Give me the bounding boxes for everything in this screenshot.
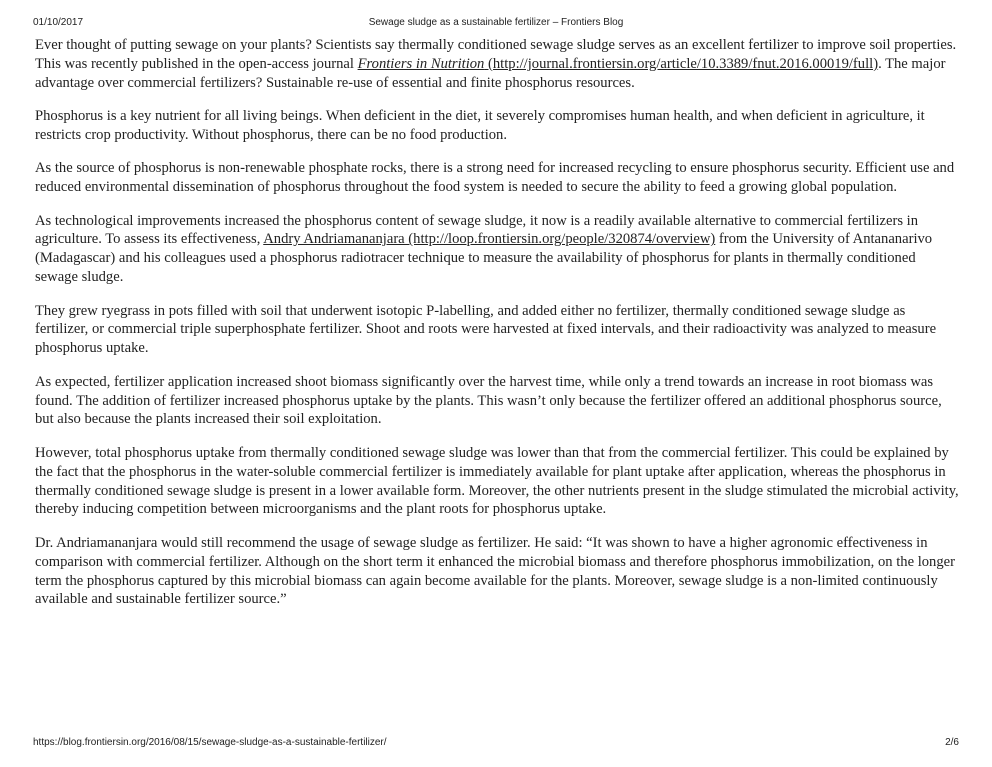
paragraph-text: . The major advantage over commercial fertilizers? Sustainable re-use of essential and finite phosphorus resources. <box>35 55 946 91</box>
journal-name: Frontiers in Nutrition <box>357 55 485 72</box>
journal-url: (http://journal.frontiersin.org/article/10.3389/fnut.2016.00019/full) <box>484 55 879 72</box>
paragraph-text: Ever thought of putting sewage on your plants? Scientists say thermally conditioned sewage sludge serves as an excellent fertilizer to improve soil properties. This was recently published in the open-access journal <box>35 37 957 72</box>
paragraph: As expected, fertilizer application increased shoot biomass significantly over the harvest time, while only a trend towards an increase in root biomass was found. The addition of fertilizer increased phosphorus uptake by the plants. This wasn’t only because the fertilizer offered an additional phosphorus source, but also because the plants increased their soil exploitation. <box>35 373 942 428</box>
paragraph: However, total phosphorus uptake from thermally conditioned sewage sludge was lower than that from the commercial fertilizer. This could be explained by the fact that the phosphorus in the water-soluble commercial fertilizer is immediately available for plant uptake after application, whereas the phosphorus in thermally conditioned sewage sludge is present in a lower available form. Moreover, the other nutrients present in the sludge stimulated the microbial activity, thereby inducing competition between microorganisms and the plant roots for phosphorus uptake. <box>35 444 959 518</box>
paragraph-intro <box>35 36 960 93</box>
paragraph: Phosphorus is a key nutrient for all living beings. When deficient in the diet, it severely compromises human health, and when deficient in agriculture, it restricts crop productivity. Without phosphorus, there can be no food production. <box>35 108 925 144</box>
paragraph: As the source of phosphorus is non-renewable phosphate rocks, there is a strong need for increased recycling to ensure phosphorus security. Efficient use and reduced environmental dissemination of phosphorus throughout the food system is needed to secure the ability to feed a growing global population. <box>35 160 955 196</box>
paragraph-text: As technological improvements increased the phosphorus content of sewage sludge, it now is a readily available alternative to commercial fertilizers in agriculture. To assess its effectiveness, <box>35 212 919 248</box>
paragraph: They grew ryegrass in pots filled with soil that underwent isotopic P-labelling, and added either no fertilizer, thermally conditioned sewage sludge as fertilizer, or commercial triple superphosphate fertilizer. Shoot and roots were harvested at fixed intervals, and their radioactivity was analyzed to measure phosphorus uptake. <box>35 302 937 357</box>
journal-link[interactable] <box>358 56 878 72</box>
paragraph <box>35 212 960 288</box>
footer-url: https://blog.frontiersin.org/2016/08/15/sewage-sludge-as-a-sustainable-fertilizer/ <box>33 737 387 748</box>
page-number: 2/6 <box>945 737 959 748</box>
paragraph: Dr. Andriamananjara would still recommend the usage of sewage sludge as fertilizer. He said: “It was shown to have a higher agronomic effectiveness in comparison with commercial fertilizer. Although on the short term it enhanced the microbial biomass and therefore phosphorus immobilization, on the longer term the phosphorus captured by this microbial biomass can again become available for the plants. Moreover, sewage sludge is a non-limited continuously available and sustainable fertilizer source.” <box>35 534 955 608</box>
author-link[interactable]: Andry Andriamananjara (http://loop.frontiersin.org/people/320874/overview) <box>263 231 716 248</box>
article-body <box>35 36 960 624</box>
page-title: Sewage sludge as a sustainable fertilizer – Frontiers Blog <box>368 17 624 28</box>
paragraph-text: from the University of Antananarivo (Madagascar) and his colleagues used a phosphorus radiotracer technique to measure the availability of phosphorus for plants in thermally conditioned sewage sludge. <box>35 231 933 286</box>
print-date: 01/10/2017 <box>33 17 84 28</box>
